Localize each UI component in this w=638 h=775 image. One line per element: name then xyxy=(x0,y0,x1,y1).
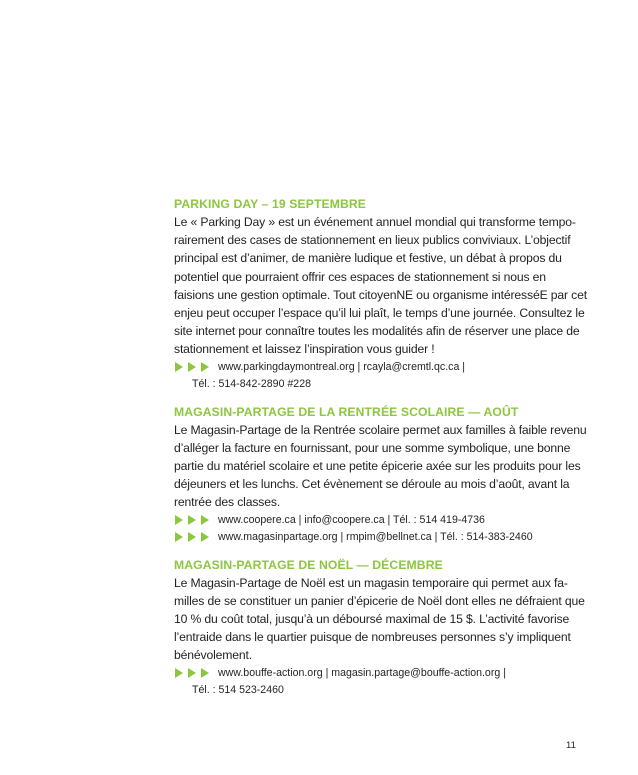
triple-arrow-icon xyxy=(174,668,218,678)
section xyxy=(174,557,584,700)
section-paragraph xyxy=(174,574,584,665)
paragraph-line: Le « Parking Day » est un événement annuel mondial qui transforme tempo- xyxy=(174,215,576,229)
contact-phone: Tél. : 514 523-2460 xyxy=(192,684,284,697)
section-heading: PARKING DAY – 19 SEPTEMBRE xyxy=(174,197,367,211)
paragraph-line: partie du matériel scolaire et une petite épicerie axée sur les produits pour les xyxy=(174,459,581,474)
section-heading: MAGASIN-PARTAGE DE NOËL — DÉCEMBRE xyxy=(174,557,443,572)
paragraph-line: déjeuners et les lunchs. Cet évènement se déroule au mois d’août, avant la xyxy=(174,477,570,492)
contact-line: www.parkingdaymontreal.org | rcayla@cremtl.qc.ca | xyxy=(218,360,466,373)
paragraph-line: potentiel que pourraient offrir ces espaces de stationnement si nous en xyxy=(174,269,546,284)
contact-info xyxy=(174,529,584,547)
paragraph-line: 10 % du coût total, jusqu’à un déboursé maximal de 15 $. L’activité favorise xyxy=(174,612,570,627)
paragraph-line: rentrée des classes. xyxy=(174,495,281,510)
paragraph-line: site internet pour connaître toutes les modalités afin de réserver une place de xyxy=(174,324,580,339)
contact-info xyxy=(174,665,584,700)
document-body xyxy=(174,196,587,710)
contact-phone: Tél. : 514-842-2890 #228 xyxy=(192,378,311,391)
paragraph-line: Le Magasin-Partage de la Rentrée scolaire permet aux familles à faible revenu xyxy=(174,422,587,437)
contact-line: www.bouffe-action.org | magasin.partage@bouffe-action.org | xyxy=(218,666,506,679)
contact-info xyxy=(174,512,584,530)
paragraph-line: l’entraide dans le quartier puisque de nombreuses personnes s’y impliquent xyxy=(174,630,571,645)
section-paragraph xyxy=(174,213,587,359)
paragraph-line: faisions une gestion optimale. Tout citoyenNE ou organisme intéresséE par cet xyxy=(174,287,587,302)
contact-line: www.magasinpartage.org | rmpim@bellnet.ca | Tél. : 514-383-2460 xyxy=(218,531,533,544)
paragraph-line: Le Magasin-Partage de Noël est un magasin temporaire qui permet aux fa- xyxy=(174,575,568,590)
paragraph-line: stationnement et laissez l’inspiration vous guider ! xyxy=(174,342,435,357)
paragraph-line: d’alléger la facture en fournissant, pour une somme symbolique, une bonne xyxy=(174,440,571,455)
paragraph-line: rairement des cases de stationnement en lieux publics conviviaux. L’objectif xyxy=(174,233,571,248)
paragraph-line: bénévolement. xyxy=(174,648,253,663)
triple-arrow-icon xyxy=(174,362,218,372)
contact-info xyxy=(174,359,584,394)
paragraph-line: enjeu peut occuper l’espace qu’il lui plaît, le temps d’une journée. Consultez le xyxy=(174,306,585,321)
section-heading: MAGASIN-PARTAGE DE LA RENTRÉE SCOLAIRE — AOÛT xyxy=(174,404,519,419)
page-number: 11 xyxy=(566,740,576,751)
contact-line: www.coopere.ca | info@coopere.ca | Tél. : 514 419-4736 xyxy=(218,513,485,526)
section xyxy=(174,196,587,394)
triple-arrow-icon xyxy=(174,532,218,542)
paragraph-line: principal est d’animer, de manière ludique et festive, un débat à propos du xyxy=(174,251,562,266)
section-paragraph xyxy=(174,421,587,512)
section xyxy=(174,404,587,547)
triple-arrow-icon xyxy=(174,515,218,525)
paragraph-line: milles de se constituer un panier d’épicerie de Noël dont elles ne défraient que xyxy=(174,593,585,608)
